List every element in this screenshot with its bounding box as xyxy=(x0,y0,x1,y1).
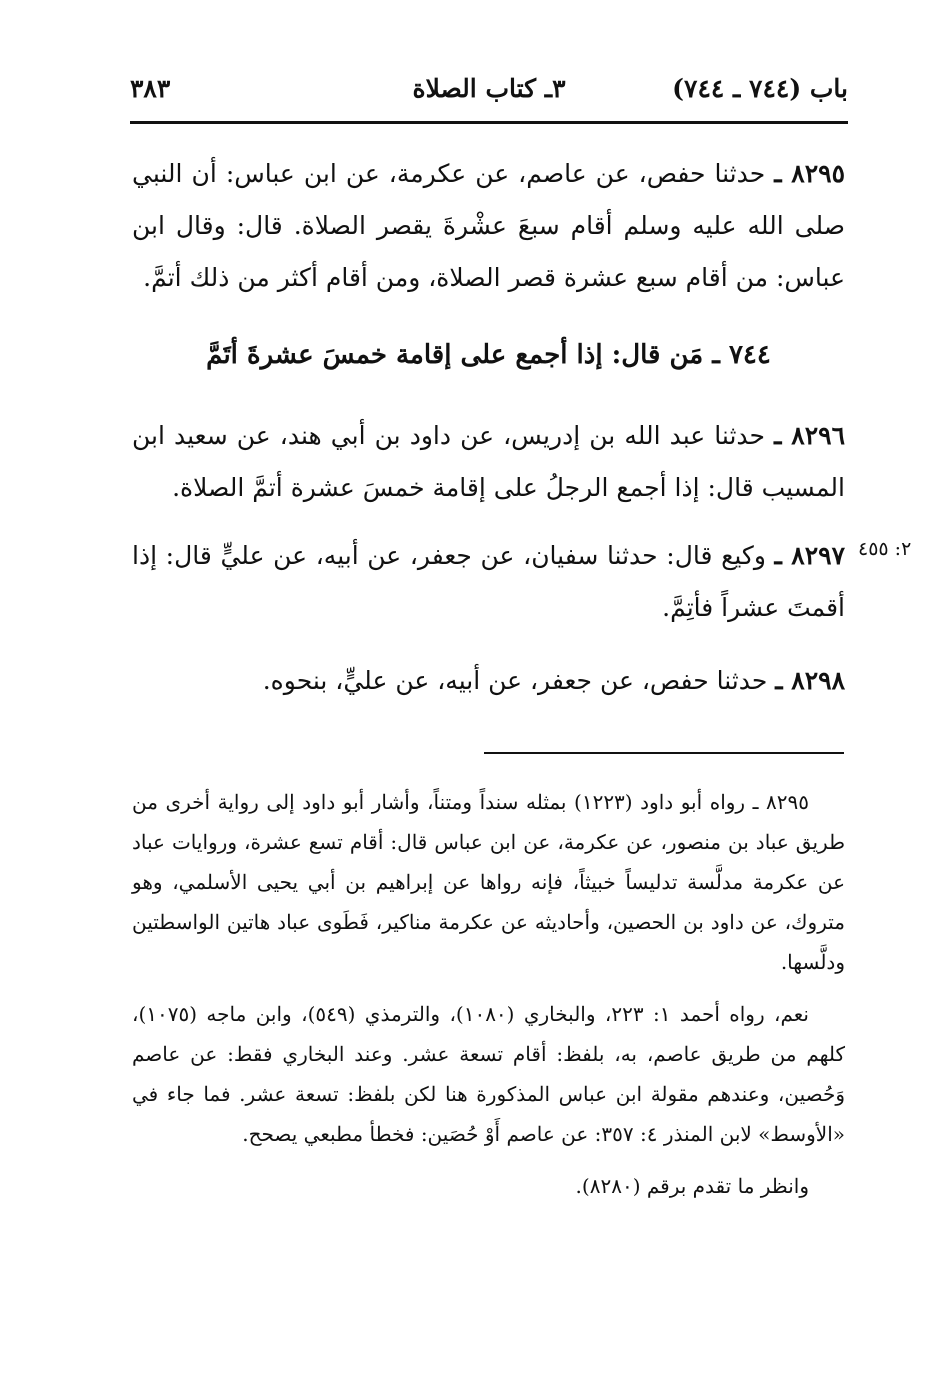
hadith-text: وكيع قال: حدثنا سفيان، عن جعفر، عن أبيه، عن عليٍّ قال: إذا أقمتَ عشراً فأتِمَّ. xyxy=(132,541,845,622)
footnote-rule xyxy=(484,752,844,754)
hadith-text: حدثنا عبد الله بن إدريس، عن داود بن أبي هند، عن سعيد ابن المسيب قال: إذا أجمع الرجلُ على إقامة خمسَ عشرة أتمَّ الصلاة. xyxy=(132,421,845,502)
hadith-text: حدثنا حفص، عن جعفر، عن أبيه، عن عليٍّ، بنحوه. xyxy=(262,666,768,695)
page-header xyxy=(130,68,848,112)
footnote-paragraph: ٨٢٩٥ ـ رواه أبو داود (١٢٢٣) بمثله سنداً ومتناً، وأشار أبو داود إلى رواية أخرى من طريق عباد بن منصور، عن عكرمة، عن ابن عباس قال: أقام تسع عشرة، وروايات عباد عن عكرمة مدلَّسة تدليساً خبيثاً، فإنه رواها عن إبراهيم بن أبي يحيى الأسلمي، وهو متروك، عن داود بن الحصين، وأحاديثه عن عكرمة مناكير، فَطَوى عباد هاتين الواسطتين ودلَّسها. xyxy=(132,790,845,974)
hadith-number: ٨٢٩٨ ـ xyxy=(775,666,845,695)
chapter-range: باب (٧٤٤ ـ ٧٤٤) xyxy=(672,74,848,103)
chapter-heading: ٧٤٤ ـ مَن قال: إذا أجمع على إقامة خمسَ عشرةَ أتَمَّ xyxy=(206,340,771,370)
footnotes xyxy=(132,782,845,1218)
book-title: ٣ـ كتاب الصلاة xyxy=(412,74,566,103)
hadith-entry xyxy=(132,148,845,304)
hadith-number: ٨٢٩٧ ـ xyxy=(774,541,845,570)
footnote-paragraph: وانظر ما تقدم برقم (٨٢٨٠). xyxy=(575,1174,809,1198)
hadith-entry xyxy=(132,655,845,707)
hadith-entry xyxy=(132,530,845,634)
header-rule xyxy=(130,121,848,124)
margin-reference: ٢: ٤٥٥ xyxy=(858,538,912,560)
hadith-number: ٨٢٩٦ ـ xyxy=(774,421,845,450)
hadith-number: ٨٢٩٥ ـ xyxy=(774,159,846,188)
page-number: ٣٨٣ xyxy=(130,74,171,103)
footnote-paragraph: نعم، رواه أحمد ١: ٢٢٣، والبخاري (١٠٨٠)، والترمذي (٥٤٩)، وابن ماجه (١٠٧٥)، كلهم من طريق عاصم، به، بلفظ: أقام تسعة عشر. وعند البخاري فقط: عن عاصم وَحُصين، وعندهم مقولة ابن عباس المذكورة هنا لكن بلفظ: تسعة عشر. فما جاء في «الأوسط» لابن المنذر ٤: ٣٥٧: عن عاصم أَوْ حُصَين: فخطأ مطبعي يصحح. xyxy=(132,1002,845,1146)
hadith-entry xyxy=(132,410,845,514)
hadith-text: حدثنا حفص، عن عاصم، عن عكرمة، عن ابن عباس: أن النبي صلى الله عليه وسلم أقام سبعَ عشْرةَ يقصر الصلاة. قال: وقال ابن عباس: من أقام سبع عشرة قصر الصلاة، ومن أقام أكثر من ذلك أتمَّ. xyxy=(132,159,845,292)
